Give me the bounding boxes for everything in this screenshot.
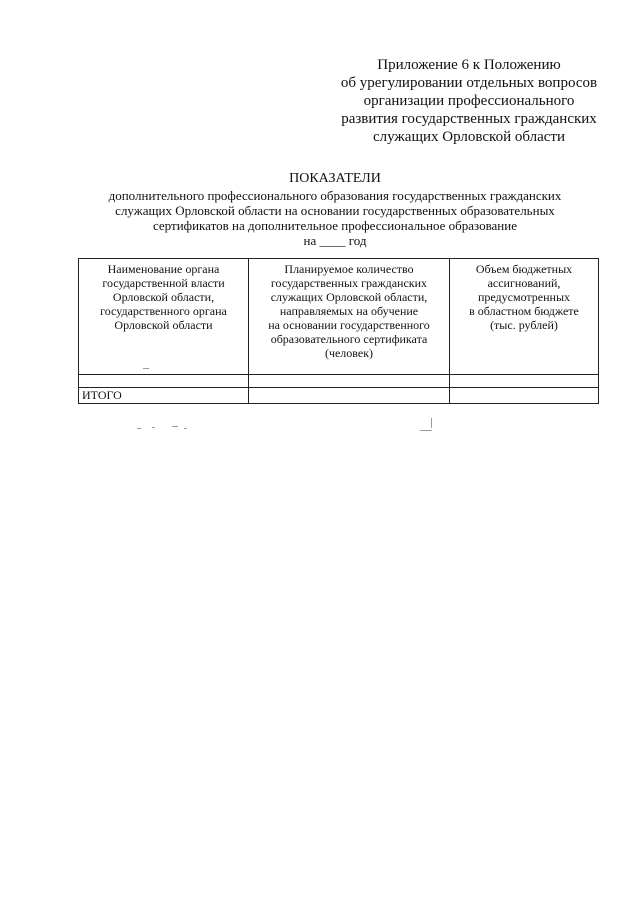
header-budget-volume: Объем бюджетных ассигнований, предусмотренных в областном бюджете (тыс. рублей)	[450, 259, 599, 375]
scan-artifact	[420, 430, 432, 431]
indicators-table	[78, 258, 599, 404]
table-row	[79, 375, 599, 388]
total-budget-cell	[450, 388, 599, 404]
scan-artifact	[137, 428, 141, 429]
title-year-line: на ____ год	[303, 233, 367, 248]
appendix-note	[318, 56, 620, 146]
total-count-cell	[249, 388, 450, 404]
document-title	[60, 171, 610, 248]
scan-artifact	[152, 427, 155, 428]
scan-artifact	[172, 426, 178, 427]
table-cell	[450, 375, 599, 388]
appendix-line: служащих Орловской области	[372, 129, 565, 145]
title-line: сертификатов на дополнительное профессиональное образование	[152, 218, 517, 233]
appendix-line: Приложение 6 к Положению	[377, 57, 561, 73]
title-line: дополнительного профессионального образования государственных гражданских	[108, 188, 562, 203]
header-planned-count: Планируемое количество государственных гражданских служащих Орловской области, направляемых на обучение на основании государственного образовательного сертификата (человек)	[249, 259, 450, 375]
document-heading: ПОКАЗАТЕЛИ	[289, 171, 381, 186]
scan-artifact	[143, 368, 149, 369]
scan-artifact	[431, 418, 432, 428]
title-line: служащих Орловской области на основании государственных образовательных	[115, 203, 555, 218]
appendix-line: об урегулировании отдельных вопросов	[340, 75, 598, 91]
header-authority-name: Наименование органа государственной власти Орловской области, государственного органа Орловской области	[79, 259, 249, 375]
appendix-line: организации профессионального	[363, 93, 575, 109]
table-header-row	[79, 259, 599, 375]
appendix-line: развития государственных гражданских	[341, 111, 597, 127]
table-cell	[249, 375, 450, 388]
total-label: ИТОГО	[79, 388, 249, 404]
table-cell	[79, 375, 249, 388]
scan-artifact	[184, 428, 187, 429]
total-row	[79, 388, 599, 404]
